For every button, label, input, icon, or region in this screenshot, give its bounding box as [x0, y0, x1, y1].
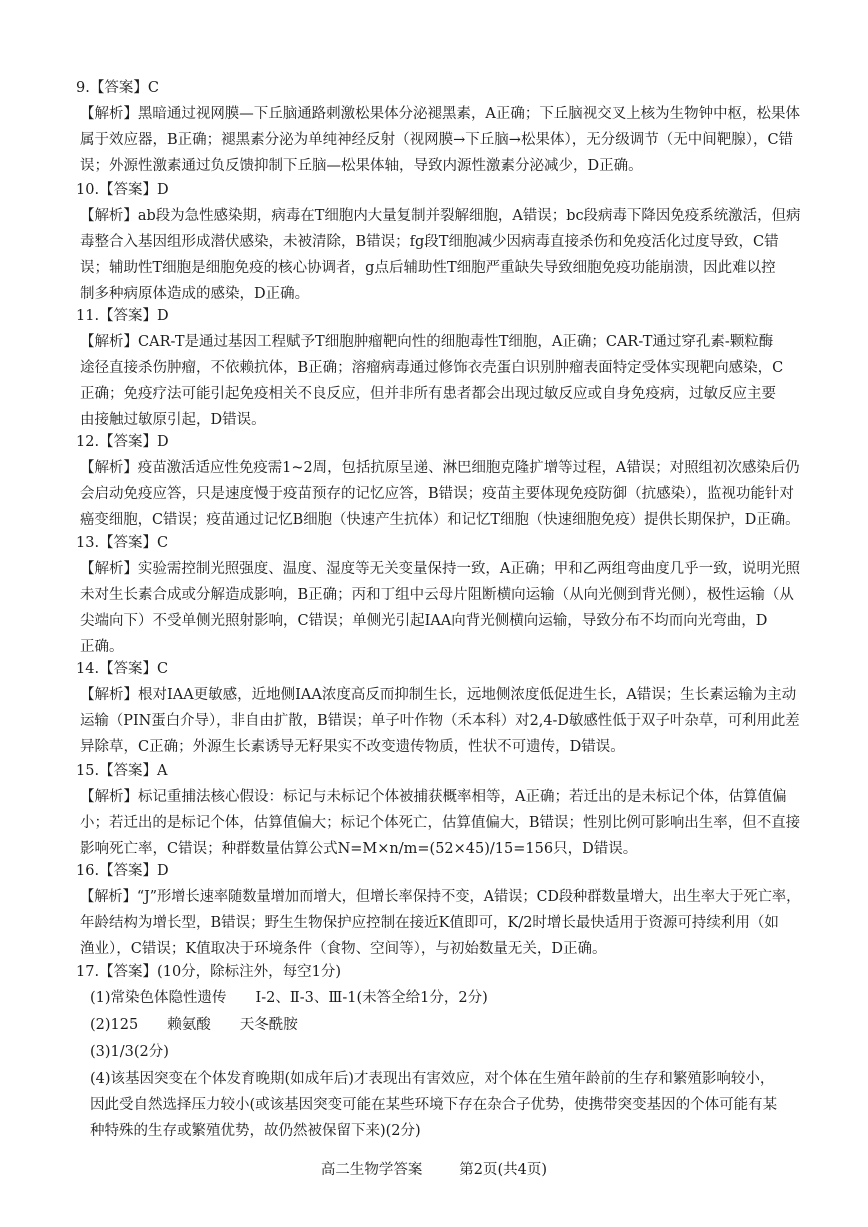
explanation-line: 途径直接杀伤肿瘤，不依赖抗体，B正确；溶瘤病毒通过修饰衣壳蛋白识别肿瘤表面特定受体实现靶向感染，C — [80, 360, 784, 376]
q17-part-4 — [90, 1066, 777, 1144]
q17-part-4-line: 种特殊的生存或繁殖优势，故仍然被保留下来)(2分) — [90, 1123, 421, 1139]
explanation-15 — [80, 784, 800, 862]
explanation-12 — [80, 455, 800, 533]
answer-head-15: 15.【答案】A — [76, 763, 168, 779]
explanation-line: 小；若迁出的是标记个体，估算值偏大；标记个体死亡，估算值偏大，B错误；性别比例可影响出生率，但不直接 — [80, 815, 801, 831]
explanation-11 — [80, 329, 800, 433]
answer-head-11: 11.【答案】D — [76, 308, 169, 324]
explanation-line: 正确；免疫疗法可能引起免疫相关不良反应，但并非所有患者都会出现过敏反应或自身免疫病，过敏反应主要 — [80, 386, 776, 402]
explanation-line: 癌变细胞，C错误；疫苗通过记忆B细胞（快速产生抗体）和记忆T细胞（快速细胞免疫）提供长期保护，D正确。 — [80, 512, 800, 528]
explanation-line: 【解析】黑暗通过视网膜—下丘脑通路刺激松果体分泌褪黑素，A正确；下丘脑视交叉上核为生物钟中枢，松果体 — [80, 106, 800, 122]
answer-head-9: 9.【答案】C — [76, 80, 159, 96]
q17-part-3: (3)1/3(2分) — [90, 1044, 169, 1060]
explanation-10 — [80, 203, 800, 307]
explanation-line: 影响死亡率，C错误；种群数量估算公式N=M×n/m=(52×45)/15=156只，D错误。 — [80, 841, 638, 857]
q17-part-2: (2)125 赖氨酸 天冬酰胺 — [90, 1017, 298, 1033]
explanation-line: 【解析】疫苗激活适应性免疫需1~2周，包括抗原呈递、淋巴细胞克隆扩增等过程，A错误；对照组初次感染后仍 — [80, 460, 800, 476]
explanation-line: 制多种病原体造成的感染，D正确。 — [80, 286, 310, 302]
explanation-line: 年龄结构为增长型，B错误；野生生物保护应控制在接近K值即可，K/2时增长最快适用于资源可持续利用（如 — [80, 915, 779, 931]
answer-head-12: 12.【答案】D — [76, 434, 169, 450]
explanation-line: 运输（PIN蛋白介导），非自由扩散，B错误；单子叶作物（禾本科）对2,4-D敏感性低于双子叶杂草，可利用此差 — [80, 713, 800, 729]
explanation-line: 【解析】CAR-T是通过基因工程赋予T细胞肿瘤靶向性的细胞毒性T细胞，A正确；CAR-T通过穿孔素-颗粒酶 — [80, 334, 774, 350]
explanation-line: 毒整合入基因组形成潜伏感染，未被清除，B错误；fg段T细胞减少因病毒直接杀伤和免疫活化过度导致，C错 — [80, 234, 779, 250]
explanation-line: 【解析】“J”形增长速率随数量增加而增大，但增长率保持不变，A错误；CD段种群数量增大，出生率大于死亡率， — [80, 889, 801, 905]
explanation-line: 【解析】ab段为急性感染期，病毒在T细胞内大量复制并裂解细胞，A错误；bc段病毒下降因免疫系统激活，但病 — [80, 208, 801, 224]
q17-part-4-line: (4)该基因突变在个体发育晚期(如成年后)才表现出有害效应，对个体在生殖年龄前的生存和繁殖影响较小， — [90, 1071, 775, 1087]
explanation-line: 误；辅助性T细胞是细胞免疫的核心协调者，g点后辅助性T细胞严重缺失导致细胞免疫功能崩溃，因此难以控 — [80, 260, 776, 276]
explanation-13 — [80, 556, 800, 660]
explanation-line: 【解析】标记重捕法核心假设：标记与未标记个体被捕获概率相等，A正确；若迁出的是未标记个体，估算值偏 — [80, 789, 787, 805]
explanation-14 — [80, 682, 800, 760]
explanation-line: 尖端向下）不受单侧光照射影响，C错误；单侧光引起IAA向背光侧横向运输，导致分布不均而向光弯曲，D — [80, 613, 768, 629]
explanation-9 — [80, 101, 800, 179]
explanation-line: 属于效应器，B正确；褪黑素分泌为单纯神经反射（视网膜→下丘脑→松果体），无分级调节（无中间靶腺），C错 — [80, 132, 794, 148]
answer-head-13: 13.【答案】C — [76, 535, 169, 551]
answer-head-16: 16.【答案】D — [76, 863, 169, 879]
answer-head-17: 17.【答案】(10分，除标注外，每空1分) — [76, 964, 342, 980]
answer-head-14: 14.【答案】C — [76, 661, 169, 677]
explanation-line: 未对生长素合成或分解造成影响，B正确；丙和丁组中云母片阻断横向运输（从向光侧到背光侧），极性运输（从 — [80, 587, 794, 603]
explanation-line: 误；外源性激素通过负反馈抑制下丘脑—松果体轴，导致内源性激素分泌减少，D正确。 — [80, 158, 643, 174]
footer-subject: 高二生物学答案 — [320, 1162, 423, 1178]
answer-head-10: 10.【答案】D — [76, 182, 169, 198]
explanation-16 — [80, 884, 800, 962]
explanation-line: 正确。 — [80, 639, 124, 655]
explanation-line: 异除草，C正确；外源生长素诱导无籽果实不改变遗传物质，性状不可遗传，D错误。 — [80, 739, 625, 755]
q17-part-4-line: 因此受自然选择压力较小(或该基因突变可能在某些环境下存在杂合子优势，使携带突变基因的个体可能有某 — [90, 1097, 778, 1113]
explanation-line: 由接触过敏原引起，D错误。 — [80, 412, 266, 428]
page-footer — [0, 1158, 868, 1179]
explanation-line: 渔业），C错误；K值取决于环境条件（食物、空间等），与初始数量无关，D正确。 — [80, 941, 607, 957]
q17-part-1: (1)常染色体隐性遗传 Ⅰ-2、Ⅱ-3、Ⅲ-1(未答全给1分，2分) — [90, 990, 488, 1006]
explanation-line: 【解析】实验需控制光照强度、温度、湿度等无关变量保持一致，A正确；甲和乙两组弯曲度几乎一致，说明光照 — [80, 561, 800, 577]
explanation-line: 【解析】根对IAA更敏感，近地侧IAA浓度高反而抑制生长，远地侧浓度低促进生长，A错误；生长素运输为主动 — [80, 687, 797, 703]
footer-page-number: 第2页(共4页) — [459, 1162, 548, 1178]
explanation-line: 会启动免疫应答，只是速度慢于疫苗预存的记忆应答，B错误；疫苗主要体现免疫防御（抗感染），监视功能针对 — [80, 486, 794, 502]
